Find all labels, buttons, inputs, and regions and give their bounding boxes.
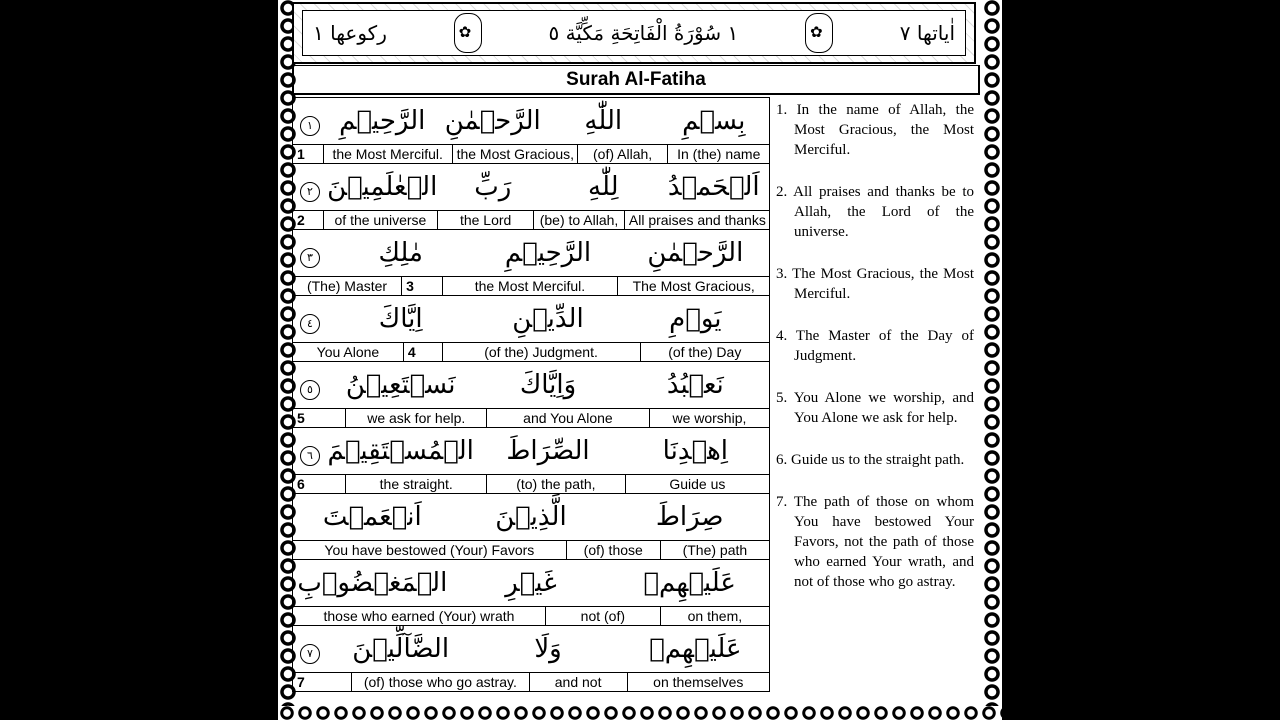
arabic-row bbox=[293, 494, 769, 540]
dotted-border-bottom bbox=[278, 706, 1002, 720]
arabic-word: يَوۡمِ bbox=[669, 304, 722, 334]
arabic-row bbox=[293, 98, 769, 144]
ayah-number: ٢ bbox=[300, 182, 320, 202]
ayah-number: ٧ bbox=[300, 644, 320, 664]
english-cell: (The) Master bbox=[306, 278, 388, 294]
arabic-word: اللّٰهِ bbox=[584, 106, 623, 136]
ayah-end-marker bbox=[293, 172, 327, 202]
english-cell: we worship, bbox=[649, 409, 769, 427]
translation-item: 5. You Alone we worship, and You Alone we ask for help. bbox=[776, 390, 974, 426]
ayat-count bbox=[900, 21, 955, 45]
full-translation bbox=[776, 100, 974, 592]
english-cell: the straight. bbox=[345, 475, 486, 493]
ornament-icon bbox=[805, 13, 833, 53]
english-cell: not (of) bbox=[545, 607, 660, 625]
english-row bbox=[293, 276, 769, 295]
english-cell: and not bbox=[529, 673, 627, 691]
english-row bbox=[293, 606, 769, 625]
english-cell: (be) to Allah, bbox=[533, 211, 624, 229]
english-cell: (The) path bbox=[660, 541, 769, 559]
arabic-word: الرَّحۡمٰنِ bbox=[647, 238, 744, 268]
arabic-word: الرَّحِيۡمِ bbox=[339, 106, 426, 136]
english-cell: (of the) Judgment. bbox=[442, 343, 640, 361]
english-cell: You Alone bbox=[316, 344, 380, 360]
arabic-word: الرَّحۡمٰنِ bbox=[444, 106, 541, 136]
translation-item: 4. The Master of the Day of Judgment. bbox=[776, 328, 974, 364]
arabic-word: وَاِيَّاكَ bbox=[519, 370, 577, 400]
arabic-word: غَيۡرِ bbox=[505, 568, 557, 598]
english-cell: the Most Gracious, bbox=[452, 145, 577, 163]
surah-name bbox=[548, 21, 738, 45]
arabic-word: الۡعٰلَمِيۡنَ bbox=[327, 172, 438, 202]
verse-block bbox=[292, 361, 770, 427]
arabic-word: وَلَا bbox=[534, 634, 562, 664]
ayah-end-marker bbox=[293, 238, 327, 268]
ayah-end-marker bbox=[293, 106, 327, 136]
english-row bbox=[293, 210, 769, 229]
english-cell: we ask for help. bbox=[345, 409, 486, 427]
english-cell: on them, bbox=[660, 607, 769, 625]
arabic-word: عَلَيۡهِمۡ bbox=[649, 634, 742, 664]
english-cell: 1 bbox=[297, 146, 305, 162]
english-cell: You have bestowed (Your) Favors bbox=[324, 542, 535, 558]
ornament-icon bbox=[454, 13, 482, 53]
arabic-word: الضَّآلِّيۡنَ bbox=[352, 634, 450, 664]
arabic-word: اَلۡحَمۡدُ bbox=[667, 172, 760, 202]
arabic-row bbox=[293, 362, 769, 408]
page bbox=[278, 0, 1002, 720]
ayah-end-marker bbox=[293, 304, 327, 334]
translation-item: 1. In the name of Allah, the Most Gracious, the Most Merciful. bbox=[776, 102, 974, 158]
english-cell: (to) the path, bbox=[486, 475, 625, 493]
arabic-word: لِلّٰهِ bbox=[588, 172, 619, 202]
english-row bbox=[293, 144, 769, 163]
verse-block bbox=[292, 427, 770, 493]
arabic-word: اِيَّاكَ bbox=[378, 304, 423, 334]
english-cell: the Lord bbox=[437, 211, 533, 229]
ayah-number: ٤ bbox=[300, 314, 320, 334]
arabic-word: الرَّحِيۡمِ bbox=[504, 238, 592, 268]
verse-block bbox=[292, 493, 770, 559]
english-cell: of the universe bbox=[323, 211, 437, 229]
word-by-word-table bbox=[292, 97, 770, 692]
verse-block bbox=[292, 625, 770, 692]
arabic-word: بِسۡمِ bbox=[682, 106, 746, 136]
ayah-end-marker bbox=[293, 634, 327, 664]
arabic-row bbox=[293, 560, 769, 606]
arabic-word: نَسۡتَعِيۡنُ bbox=[345, 370, 456, 400]
english-cell: In (the) name bbox=[667, 145, 769, 163]
ayat-label: اٰیاتها ٧ bbox=[899, 21, 955, 45]
ayah-number: ٥ bbox=[300, 380, 320, 400]
english-row bbox=[293, 672, 769, 691]
english-row bbox=[293, 540, 769, 559]
translation-item: 3. The Most Gracious, the Most Merciful. bbox=[776, 266, 974, 302]
surah-title: Surah Al-Fatiha bbox=[566, 68, 706, 90]
ayah-end-marker bbox=[293, 436, 327, 466]
arabic-word: الَّذِيۡنَ bbox=[495, 502, 567, 532]
arabic-row bbox=[293, 626, 769, 672]
english-cell: 3 bbox=[401, 277, 442, 295]
english-cell: 4 bbox=[403, 343, 442, 361]
english-row bbox=[293, 474, 769, 493]
english-row bbox=[293, 342, 769, 361]
dotted-border-right bbox=[984, 0, 1000, 720]
arabic-word: الۡمُسۡتَقِيۡمَ bbox=[327, 436, 474, 466]
arabic-row bbox=[293, 164, 769, 210]
english-cell: those who earned (Your) wrath bbox=[323, 608, 515, 624]
arabic-word: اَنۡعَمۡتَ bbox=[322, 502, 422, 532]
english-cell: on themselves bbox=[627, 673, 769, 691]
english-cell: 7 bbox=[297, 674, 305, 690]
english-cell: (of the) Day bbox=[640, 343, 769, 361]
arabic-word: الصِّرَاطَ bbox=[506, 436, 590, 466]
english-cell: (of) those who go astray. bbox=[351, 673, 529, 691]
english-cell: (of) those bbox=[566, 541, 660, 559]
arabic-word: عَلَيۡهِمۡ bbox=[643, 568, 736, 598]
arabic-word: نَعۡبُدُ bbox=[666, 370, 724, 400]
english-cell: the Most Merciful. bbox=[442, 277, 618, 295]
arabic-word: اِهۡدِنَا bbox=[662, 436, 728, 466]
arabic-word: مٰلِكِ bbox=[378, 238, 423, 268]
english-cell: 5 bbox=[297, 410, 305, 426]
verse-block bbox=[292, 559, 770, 625]
page-title bbox=[292, 65, 980, 95]
arabic-word: الدِّيۡنِ bbox=[512, 304, 584, 334]
english-cell: 6 bbox=[297, 476, 305, 492]
verse-block bbox=[292, 229, 770, 295]
surah-header-cartouche bbox=[292, 2, 976, 64]
ayah-number: ٣ bbox=[300, 248, 320, 268]
translation-item: 6. Guide us to the straight path. bbox=[776, 452, 965, 468]
english-row bbox=[293, 408, 769, 427]
ayah-end-marker bbox=[293, 370, 327, 400]
english-cell: and You Alone bbox=[486, 409, 649, 427]
ruku-label: ركوعها ١ bbox=[313, 21, 387, 45]
ayah-number: ١ bbox=[300, 116, 320, 136]
english-cell: 2 bbox=[297, 212, 305, 228]
verse-block bbox=[292, 163, 770, 229]
english-cell: the Most Merciful. bbox=[323, 145, 452, 163]
english-cell: Guide us bbox=[625, 475, 769, 493]
translation-item: 7. The path of those on whom You have bestowed Your Favors, not the path of those who earned Your wrath, and not of those who go astray. bbox=[776, 494, 974, 590]
verse-block bbox=[292, 295, 770, 361]
arabic-word: رَبِّ bbox=[474, 172, 512, 202]
arabic-word: صِرَاطَ bbox=[655, 502, 724, 532]
verse-block bbox=[292, 97, 770, 163]
surah-header-inner bbox=[302, 10, 966, 56]
english-cell: (of) Allah, bbox=[577, 145, 668, 163]
arabic-row bbox=[293, 296, 769, 342]
arabic-row bbox=[293, 428, 769, 474]
translation-item: 2. All praises and thanks be to Allah, the Lord of the universe. bbox=[776, 184, 974, 240]
ruku-count bbox=[313, 21, 387, 45]
surah-label: ١ سُوْرَةُ الْفَاتِحَةِ مَكِّيَّة ٥ bbox=[548, 21, 739, 45]
english-cell: The Most Gracious, bbox=[617, 277, 769, 295]
arabic-row bbox=[293, 230, 769, 276]
ayah-number: ٦ bbox=[300, 446, 320, 466]
arabic-word: الۡمَغۡضُوۡبِ bbox=[297, 568, 448, 598]
english-cell: All praises and thanks bbox=[624, 211, 769, 229]
